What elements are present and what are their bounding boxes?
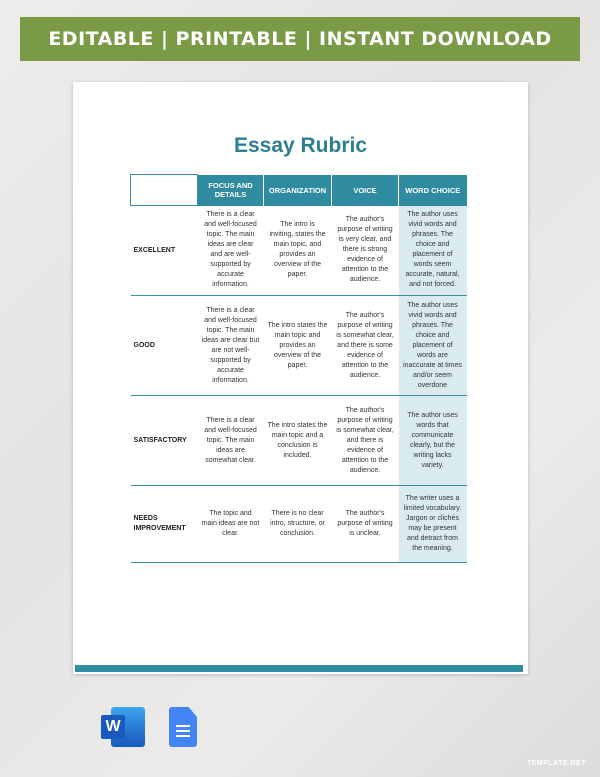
table-cell: The intro states the main topic and a conclusion is included. xyxy=(264,396,332,486)
table-cell: The author uses vivid words and phrases. The choice and placement of words seem accurate, natural, and not forced. xyxy=(399,206,467,296)
table-row xyxy=(131,296,467,396)
header-organization: ORGANIZATION xyxy=(264,175,332,206)
table-row xyxy=(131,206,467,296)
table-cell: The writer uses a limited vocabulary. Jargon or clichés may be present and detract from the meaning. xyxy=(399,486,467,563)
row-label: EXCELLENT xyxy=(131,206,198,296)
table-cell: The topic and main ideas are not clear. xyxy=(198,486,264,563)
table-cell: The intro is inviting, states the main topic, and provides an overview of the paper. xyxy=(264,206,332,296)
table-row xyxy=(131,486,467,563)
promo-banner: EDITABLE | PRINTABLE | INSTANT DOWNLOAD xyxy=(20,17,580,61)
header-voice: VOICE xyxy=(332,175,399,206)
document-page xyxy=(73,82,528,674)
document-title: Essay Rubric xyxy=(233,134,368,157)
row-label: NEEDS IMPROVEMENT xyxy=(131,486,198,563)
table-cell: The author's purpose of writing is somewhat clear, and there is some evidence of attention to the audience. xyxy=(332,296,399,396)
row-label: SATISFACTORY xyxy=(131,396,198,486)
table-cell: There is no clear intro, structure, or conclusion. xyxy=(264,486,332,563)
table-cell: The author's purpose of writing is somewhat clear, and there is evidence of attention to the audience. xyxy=(332,396,399,486)
table-cell: The author's purpose of writing is very clear, and there is strong evidence of attention to the audience. xyxy=(332,206,399,296)
word-icon: W xyxy=(101,707,145,747)
header-row xyxy=(131,175,467,206)
table-cell: The author uses vivid words and phrases. The choice and placement of words are inaccurate at times and/or seem overdone xyxy=(399,296,467,396)
google-docs-icon xyxy=(169,707,197,747)
header-word-choice: WORD CHOICE xyxy=(399,175,467,206)
watermark: TEMPLATE.NET xyxy=(526,760,586,767)
header-focus: FOCUS AND DETAILS xyxy=(198,175,264,206)
table-cell: There is a clear and well-focused topic. The main ideas are clear and are well-supported by accurate information. xyxy=(198,206,264,296)
table-cell: There is a clear and well-focused topic. The main ideas are somewhat clear. xyxy=(198,396,264,486)
row-label: GOOD xyxy=(131,296,198,396)
app-icons xyxy=(101,707,197,747)
table-row xyxy=(131,396,467,486)
header-blank xyxy=(131,175,198,206)
footer-bar xyxy=(75,665,523,672)
table-cell: The intro states the main topic and provides an overview of the paper. xyxy=(264,296,332,396)
table-cell: The author uses words that communicate clearly, but the writing lacks variety. xyxy=(399,396,467,486)
table-cell: The author's purpose of writing is unclear. xyxy=(332,486,399,563)
rubric-table xyxy=(130,174,467,563)
table-cell: There is a clear and well-focused topic. The main ideas are clear but are not well-supported by accurate information. xyxy=(198,296,264,396)
